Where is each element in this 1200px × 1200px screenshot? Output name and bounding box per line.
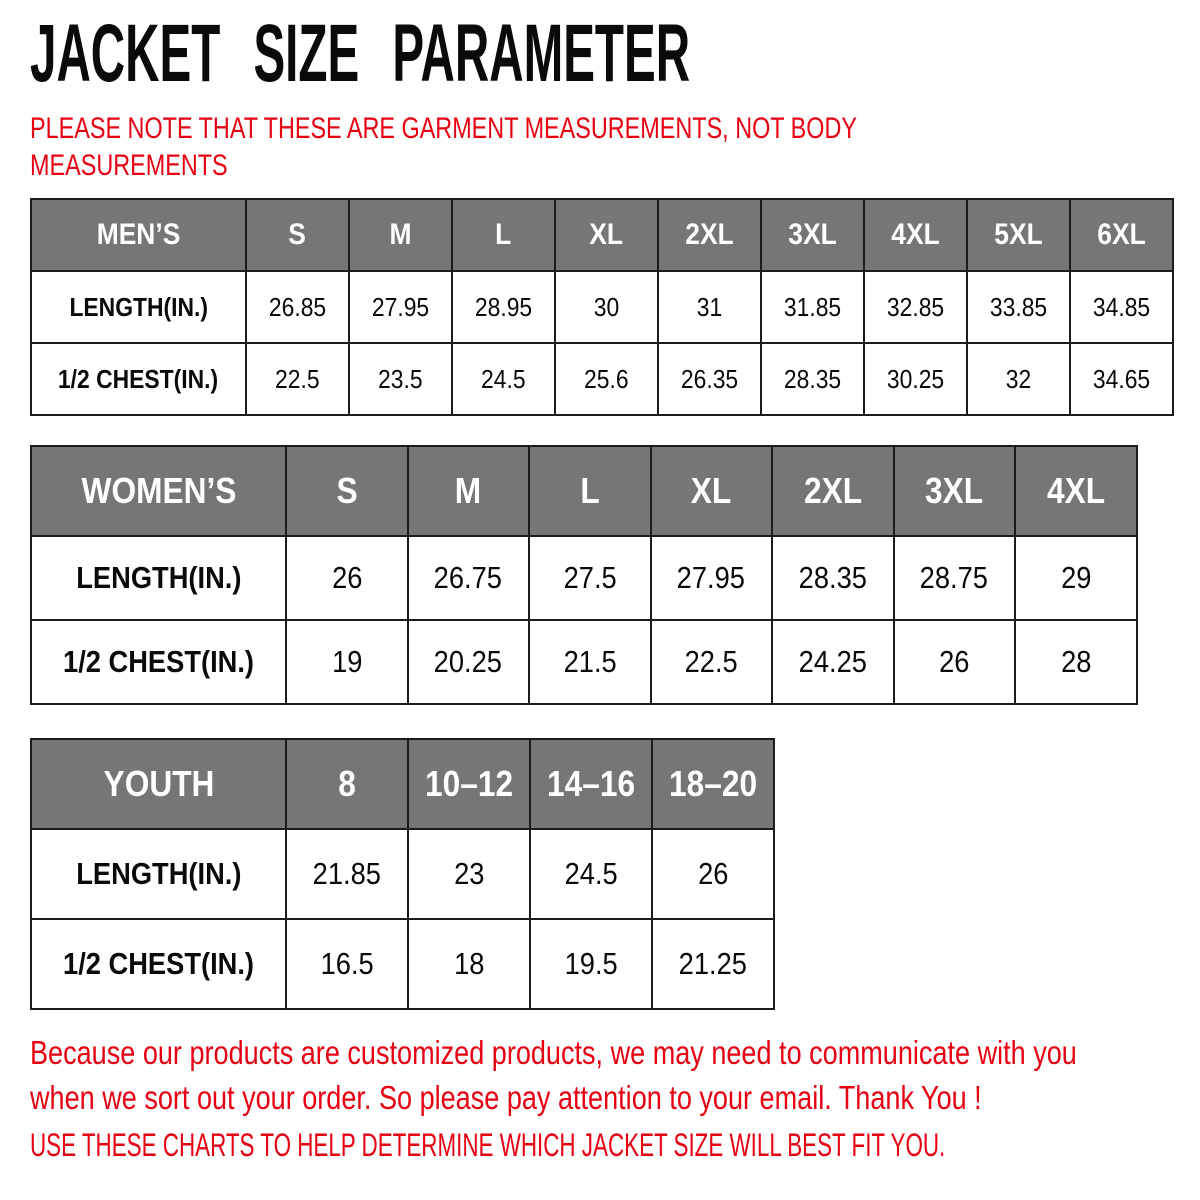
womens-value-cell: 21.5 [529, 620, 651, 704]
womens-value-cell: 22.5 [651, 620, 773, 704]
womens-size-header: 4XL [1015, 446, 1137, 536]
womens-value-cell: 28.75 [894, 536, 1016, 620]
womens-size-header: L [529, 446, 651, 536]
chart-usage-instruction-text: USE THESE CHARTS TO HELP DETERMINE WHICH JACKET SIZE WILL BEST FIT YOU. [30, 1127, 946, 1163]
womens-value-cell: 28 [1015, 620, 1137, 704]
mens-value-cell: 33.85 [967, 271, 1070, 343]
mens-value-cell: 28.95 [452, 271, 555, 343]
mens-value-cell: 30 [555, 271, 658, 343]
womens-size-header: XL [651, 446, 773, 536]
mens-value-cell: 27.95 [349, 271, 452, 343]
womens-value-cell: 19 [286, 620, 408, 704]
youth-table-title: YOUTH [31, 739, 286, 829]
mens-table-title: MEN’S [31, 199, 246, 271]
customization-note-line1: Because our products are customized products, we may need to communicate with you [30, 1034, 1077, 1071]
mens-value-cell: 34.65 [1070, 343, 1173, 415]
page-title-text: JACKET SIZE PARAMETER [30, 8, 691, 99]
youth-value-cell: 21.25 [652, 919, 774, 1009]
mens-value-cell: 32 [967, 343, 1070, 415]
mens-value-cell: 25.6 [555, 343, 658, 415]
womens-row-label: LENGTH(IN.) [31, 536, 286, 620]
mens-size-header: 5XL [967, 199, 1070, 271]
womens-value-cell: 26.75 [408, 536, 530, 620]
youth-row-label: 1/2 CHEST(IN.) [31, 919, 286, 1009]
garment-measurement-note [30, 110, 1090, 184]
mens-value-cell: 22.5 [246, 343, 349, 415]
mens-size-header: M [349, 199, 452, 271]
mens-value-cell: 24.5 [452, 343, 555, 415]
garment-note-line1: PLEASE NOTE THAT THESE ARE GARMENT MEASUREMENTS, NOT BODY [30, 112, 857, 145]
womens-value-cell: 28.35 [772, 536, 894, 620]
mens-row-label: LENGTH(IN.) [31, 271, 246, 343]
mens-value-cell: 32.85 [864, 271, 967, 343]
youth-size-header: 18–20 [652, 739, 774, 829]
womens-size-table [30, 445, 1138, 705]
mens-value-cell: 31.85 [761, 271, 864, 343]
mens-value-cell: 26.35 [658, 343, 761, 415]
mens-value-cell: 23.5 [349, 343, 452, 415]
womens-value-cell: 20.25 [408, 620, 530, 704]
womens-table-title: WOMEN’S [31, 446, 286, 536]
page-title [30, 8, 1168, 99]
mens-row-label: 1/2 CHEST(IN.) [31, 343, 246, 415]
customization-note [30, 1030, 1200, 1120]
youth-size-header: 14–16 [530, 739, 652, 829]
youth-size-table [30, 738, 775, 1010]
mens-size-table [30, 198, 1174, 416]
womens-value-cell: 26 [894, 620, 1016, 704]
youth-value-cell: 19.5 [530, 919, 652, 1009]
mens-value-cell: 30.25 [864, 343, 967, 415]
mens-size-header: L [452, 199, 555, 271]
mens-value-cell: 26.85 [246, 271, 349, 343]
mens-value-cell: 28.35 [761, 343, 864, 415]
mens-size-header: S [246, 199, 349, 271]
mens-size-header: 3XL [761, 199, 864, 271]
womens-size-header: M [408, 446, 530, 536]
womens-size-header: 3XL [894, 446, 1016, 536]
womens-value-cell: 24.25 [772, 620, 894, 704]
mens-value-cell: 34.85 [1070, 271, 1173, 343]
mens-size-header: XL [555, 199, 658, 271]
mens-value-cell: 31 [658, 271, 761, 343]
chart-usage-instruction [30, 1126, 1200, 1164]
youth-value-cell: 21.85 [286, 829, 408, 919]
mens-size-header: 6XL [1070, 199, 1173, 271]
customization-note-line2: when we sort out your order. So please pay attention to your email. Thank You ! [30, 1079, 982, 1116]
mens-size-header: 2XL [658, 199, 761, 271]
womens-value-cell: 29 [1015, 536, 1137, 620]
youth-size-header: 10–12 [408, 739, 530, 829]
youth-value-cell: 16.5 [286, 919, 408, 1009]
youth-row-label: LENGTH(IN.) [31, 829, 286, 919]
womens-size-header: S [286, 446, 408, 536]
womens-value-cell: 27.95 [651, 536, 773, 620]
youth-size-header: 8 [286, 739, 408, 829]
mens-size-header: 4XL [864, 199, 967, 271]
youth-value-cell: 26 [652, 829, 774, 919]
garment-note-line2: MEASUREMENTS [30, 149, 228, 182]
youth-value-cell: 23 [408, 829, 530, 919]
womens-row-label: 1/2 CHEST(IN.) [31, 620, 286, 704]
womens-size-header: 2XL [772, 446, 894, 536]
youth-value-cell: 18 [408, 919, 530, 1009]
womens-value-cell: 27.5 [529, 536, 651, 620]
youth-value-cell: 24.5 [530, 829, 652, 919]
womens-value-cell: 26 [286, 536, 408, 620]
